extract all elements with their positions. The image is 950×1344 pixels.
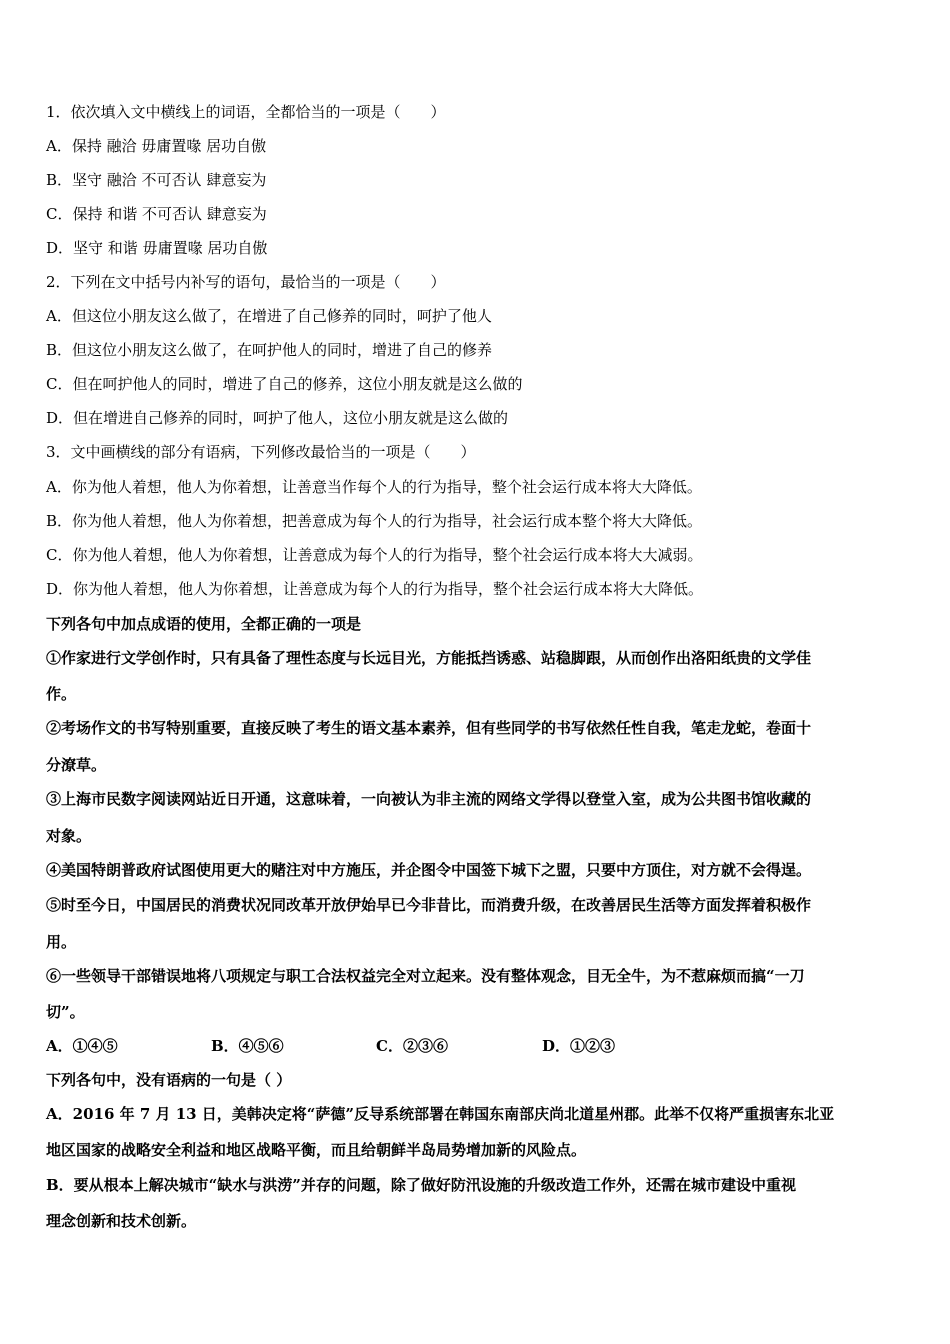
q5-stem: 下列各句中，没有语病的一句是（ ） <box>46 1071 292 1089</box>
q4-line: ④美国特朗普政府试图使用更大的赌注对中方施压，并企图令中国签下城下之盟，只要中方顶住，对方就不会得逞。 <box>46 861 812 879</box>
q4-stem: 下列各句中加点成语的使用，全都正确的一项是 <box>46 615 362 633</box>
q5-line: 理念创新和技术创新。 <box>46 1212 197 1230</box>
q3-option-b: B．你为他人着想，他人为你着想，把善意成为每个人的行为指导，社会运行成本整个将大大降低。 <box>46 512 703 530</box>
q4-line: ⑥一些领导干部错误地将八项规定与职工合法权益完全对立起来。没有整体观念，目无全牛，为不惹麻烦而搞“一刀 <box>46 967 805 985</box>
q5-line: A．2016 年 7 月 13 日，美韩决定将“萨德”反导系统部署在韩国东南部庆尚北道星州郡。此举不仅将严重损害东北亚 <box>46 1105 835 1123</box>
q4-line: ⑤时至今日，中国居民的消费状况同改革开放伊始早已今非昔比，而消费升级，在改善居民生活等方面发挥着积极作 <box>46 896 812 914</box>
q2-option-a: A．但这位小朋友这么做了，在增进了自己修养的同时，呵护了他人 <box>46 307 492 325</box>
q2-option-c: C．但在呵护他人的同时，增进了自己的修养，这位小朋友就是这么做的 <box>46 375 523 393</box>
q4-line: ②考场作文的书写特别重要，直接反映了考生的语文基本素养，但有些同学的书写依然任性自我，笔走龙蛇，卷面十 <box>46 719 812 737</box>
q4-line: 作。 <box>46 685 77 703</box>
q4-choice-d: D．①②③ <box>542 1037 616 1055</box>
q1-option-b: B．坚守 融洽 不可否认 肆意妄为 <box>46 171 267 189</box>
q4-choice-a: A．①④⑤ <box>46 1037 118 1055</box>
q3-option-d: D．你为他人着想，他人为你着想，让善意成为每个人的行为指导，整个社会运行成本将大大降低。 <box>46 580 704 598</box>
q5-line: B．要从根本上解决城市“缺水与洪涝”并存的问题，除了做好防汛设施的升级改造工作外，还需在城市建设中重视 <box>46 1176 796 1194</box>
q2-option-d: D．但在增进自己修养的同时，呵护了他人，这位小朋友就是这么做的 <box>46 409 509 427</box>
q4-choices <box>46 1036 666 1056</box>
q3-option-c: C．你为他人着想，他人为你着想，让善意成为每个人的行为指导，整个社会运行成本将大大减弱。 <box>46 546 703 564</box>
q4-choice-b: B．④⑤⑥ <box>211 1037 284 1055</box>
q3-stem: 3．文中画横线的部分有语病，下列修改最恰当的一项是（ ） <box>46 443 476 461</box>
q1-option-c: C．保持 和谐 不可否认 肆意妄为 <box>46 205 267 223</box>
q5-line: 地区国家的战略安全利益和地区战略平衡，而且给朝鲜半岛局势增加新的风险点。 <box>46 1141 587 1159</box>
q4-line: ③上海市民数字阅读网站近日开通，这意味着，一向被认为非主流的网络文学得以登堂入室，成为公共图书馆收藏的 <box>46 790 812 808</box>
q2-stem: 2．下列在文中括号内补写的语句，最恰当的一项是（ ） <box>46 273 446 291</box>
q4-line: 对象。 <box>46 827 92 845</box>
q1-stem: 1．依次填入文中横线上的词语，全都恰当的一项是（ ） <box>46 103 446 121</box>
q1-option-a: A．保持 融洽 毋庸置喙 居功自傲 <box>46 137 267 155</box>
q4-line: 切”。 <box>46 1003 85 1021</box>
q4-choice-c: C．②③⑥ <box>376 1037 448 1055</box>
q3-option-a: A．你为他人着想，他人为你着想，让善意当作每个人的行为指导，整个社会运行成本将大大降低。 <box>46 478 702 496</box>
q4-line: 分潦草。 <box>46 756 107 774</box>
q2-option-b: B．但这位小朋友这么做了，在呵护他人的同时，增进了自己的修养 <box>46 341 493 359</box>
q4-line: 用。 <box>46 933 77 951</box>
q4-line: ①作家进行文学创作时，只有具备了理性态度与长远目光，方能抵挡诱惑、站稳脚跟，从而创作出洛阳纸贵的文学佳 <box>46 649 812 667</box>
q1-option-d: D．坚守 和谐 毋庸置喙 居功自傲 <box>46 239 268 257</box>
